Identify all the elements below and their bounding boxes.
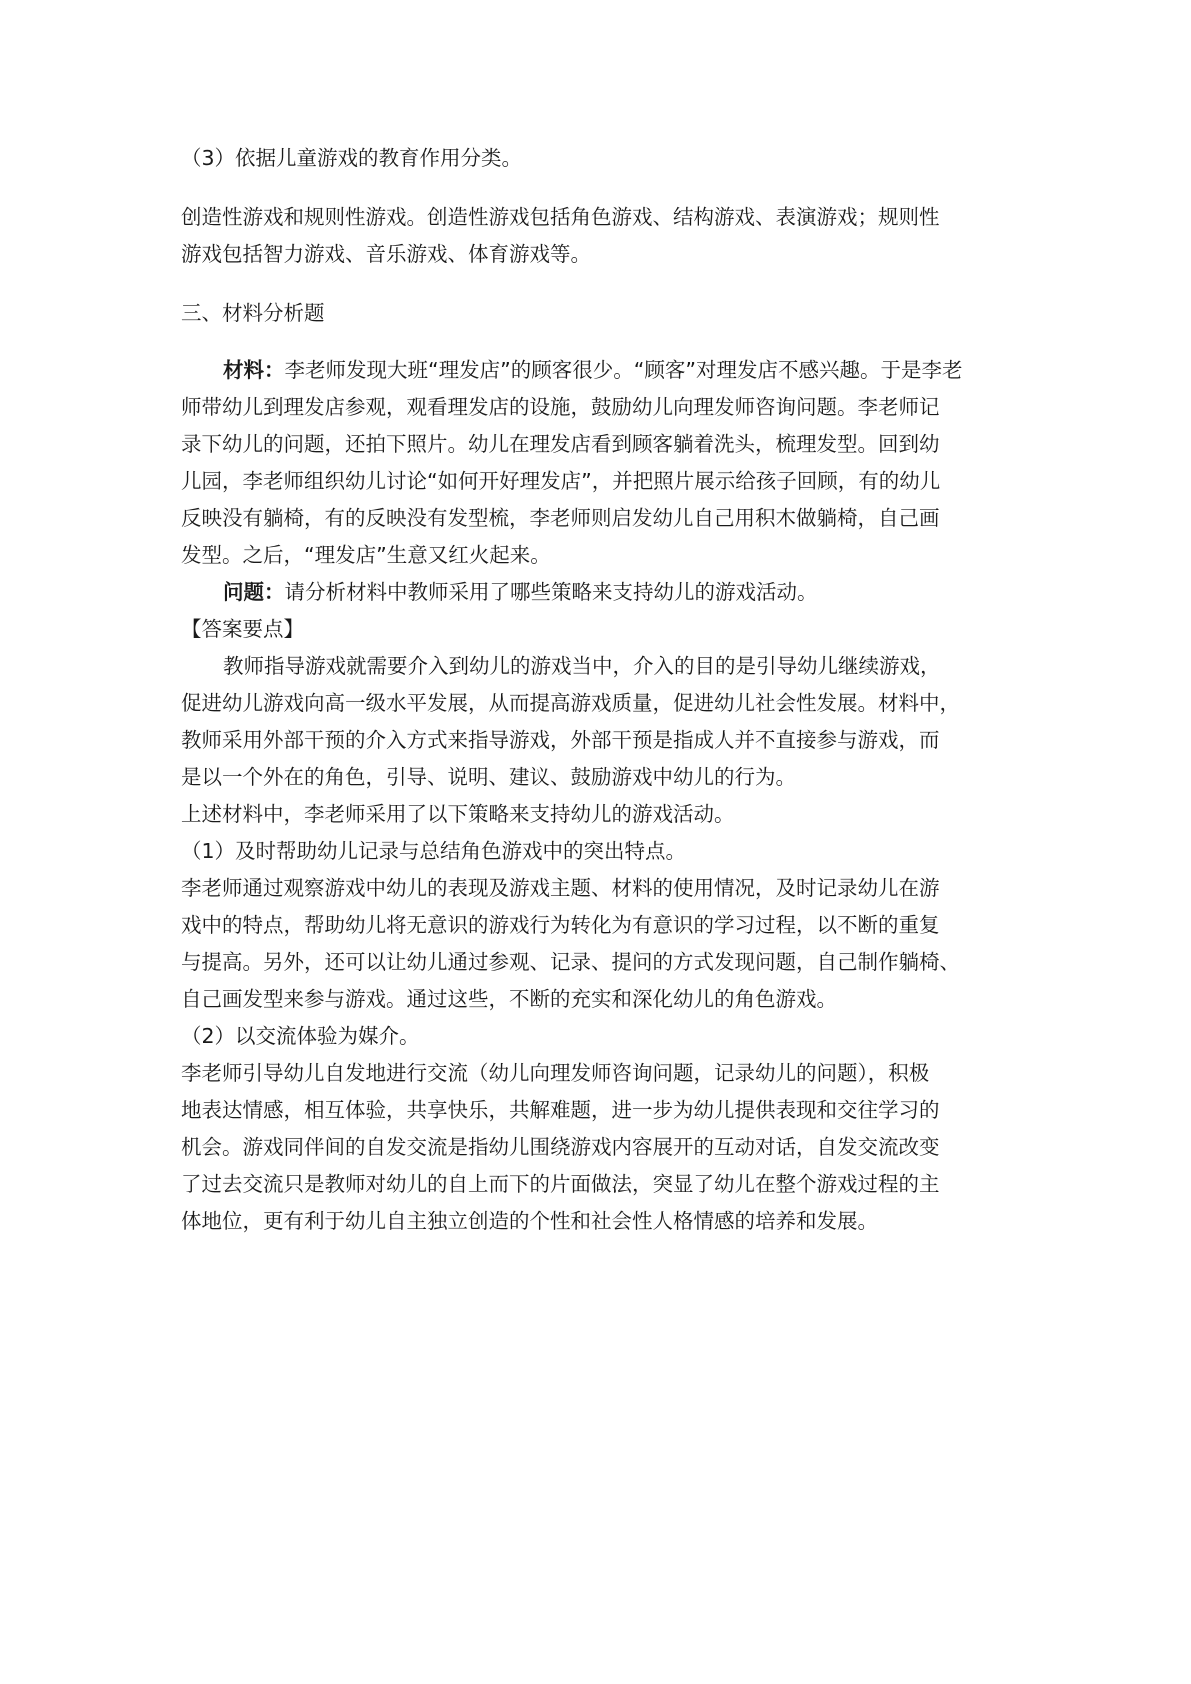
point1-line: 自己画发型来参与游戏。通过这些，不断的充实和深化幼儿的角色游戏。 bbox=[181, 987, 837, 1011]
section3-heading: （3）依据儿童游戏的教育作用分类。 bbox=[181, 146, 523, 170]
section3-body-line: 游戏包括智力游戏、音乐游戏、体育游戏等。 bbox=[181, 242, 591, 266]
point2-heading: （2）以交流体验为媒介。 bbox=[181, 1024, 420, 1048]
answer-intro-line: 教师指导游戏就需要介入到幼儿的游戏当中，介入的目的是引导幼儿继续游戏， bbox=[223, 654, 941, 678]
answer-heading: 【答案要点】 bbox=[181, 617, 304, 641]
point1-line: 戏中的特点，帮助幼儿将无意识的游戏行为转化为有意识的学习过程，以不断的重复 bbox=[181, 913, 940, 937]
point2-line: 机会。游戏同伴间的自发交流是指幼儿围绕游戏内容展开的互动对话，自发交流改变 bbox=[181, 1135, 940, 1159]
material-line: 儿园，李老师组织幼儿讨论“如何开好理发店”，并把照片展示给孩子回顾，有的幼儿 bbox=[181, 469, 941, 493]
point2-line: 地表达情感，相互体验，共享快乐，共解难题，进一步为幼儿提供表现和交往学习的 bbox=[181, 1098, 940, 1122]
answer-intro-line: 促进幼儿游戏向高一级水平发展，从而提高游戏质量，促进幼儿社会性发展。材料中， bbox=[181, 691, 960, 715]
question-label: 问题： bbox=[223, 580, 285, 604]
section3-body-line: 创造性游戏和规则性游戏。创造性游戏包括角色游戏、结构游戏、表演游戏；规则性 bbox=[181, 205, 940, 229]
document-page bbox=[181, 140, 1021, 1240]
part3-title: 三、材料分析题 bbox=[181, 301, 325, 325]
material-line: 反映没有躺椅，有的反映没有发型梳，李老师则启发幼儿自己用积木做躺椅，自己画 bbox=[181, 506, 940, 530]
question-text: 请分析材料中教师采用了哪些策略来支持幼儿的游戏活动。 bbox=[284, 580, 818, 604]
point1-heading: （1）及时帮助幼儿记录与总结角色游戏中的突出特点。 bbox=[181, 839, 687, 863]
material-first-line bbox=[181, 352, 1021, 389]
material-label: 材料： bbox=[223, 358, 285, 382]
material-line: 师带幼儿到理发店参观，观看理发店的设施，鼓励幼儿向理发师咨询问题。李老师记 bbox=[181, 395, 940, 419]
answer-intro-line: 教师采用外部干预的介入方式来指导游戏，外部干预是指成人并不直接参与游戏，而 bbox=[181, 728, 940, 752]
point2-line: 了过去交流只是教师对幼儿的自上而下的片面做法，突显了幼儿在整个游戏过程的主 bbox=[181, 1172, 940, 1196]
point2-line: 体地位，更有利于幼儿自主独立创造的个性和社会性人格情感的培养和发展。 bbox=[181, 1209, 878, 1233]
point2-line: 李老师引导幼儿自发地进行交流（幼儿向理发师咨询问题，记录幼儿的问题），积极 bbox=[181, 1061, 930, 1085]
answer-intro-line: 是以一个外在的角色，引导、说明、建议、鼓励游戏中幼儿的行为。 bbox=[181, 765, 796, 789]
material-line: 录下幼儿的问题，还拍下照片。幼儿在理发店看到顾客躺着洗头，梳理发型。回到幼 bbox=[181, 432, 940, 456]
point1-line: 李老师通过观察游戏中幼儿的表现及游戏主题、材料的使用情况，及时记录幼儿在游 bbox=[181, 876, 940, 900]
material-text: 李老师发现大班“理发店”的顾客很少。“顾客”对理发店不感兴趣。于是李老 bbox=[284, 358, 963, 382]
material-line: 发型。之后，“理发店”生意又红火起来。 bbox=[181, 543, 551, 567]
point1-line: 与提高。另外，还可以让幼儿通过参观、记录、提问的方式发现问题，自己制作躺椅、 bbox=[181, 950, 960, 974]
question-line bbox=[181, 574, 1021, 611]
answer-intro-line: 上述材料中，李老师采用了以下策略来支持幼儿的游戏活动。 bbox=[181, 802, 735, 826]
